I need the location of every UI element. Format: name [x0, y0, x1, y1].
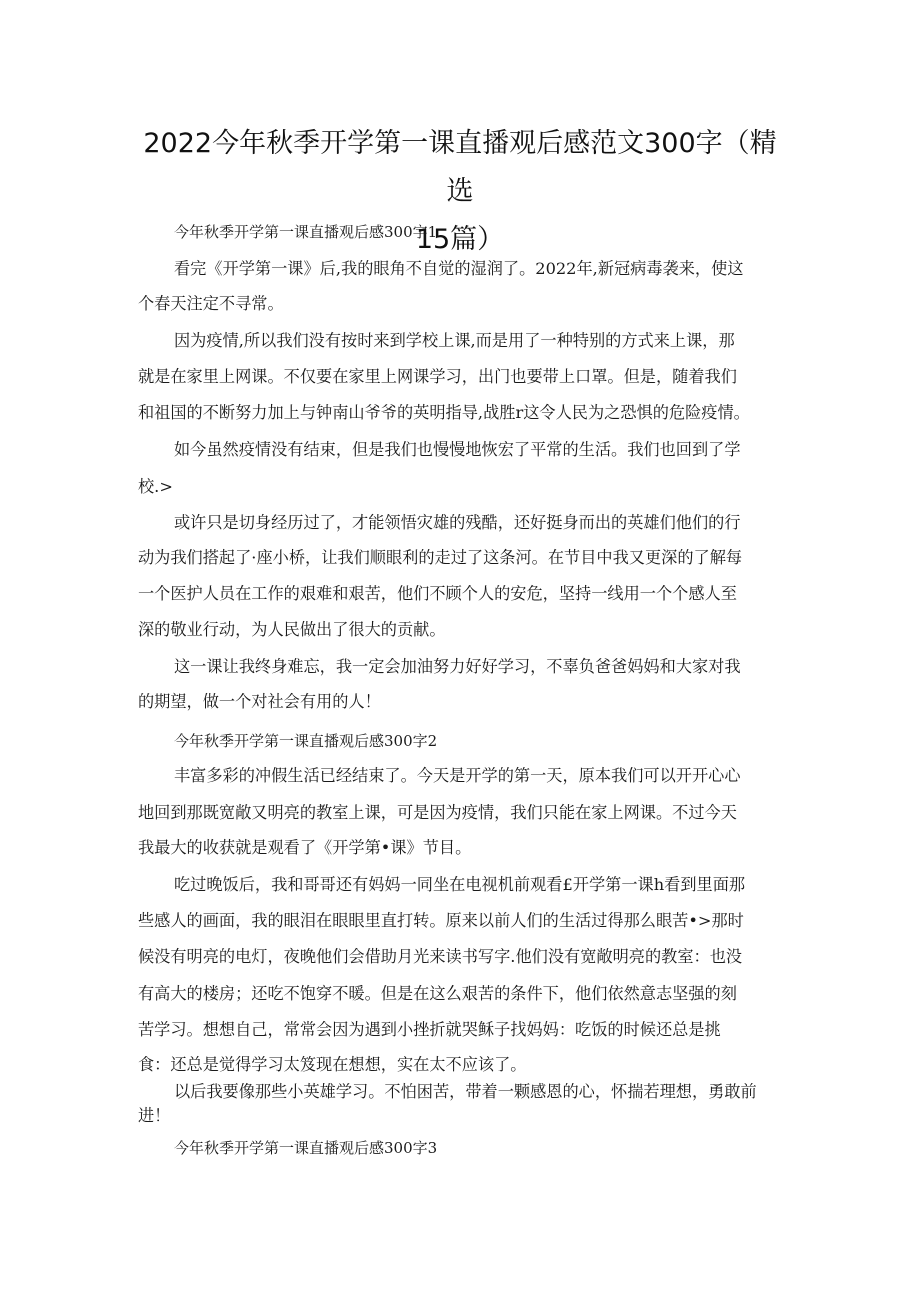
paragraph-line: 进！	[138, 1106, 171, 1125]
section-heading-1: 今年秋季开学第一课直播观后感300字1	[174, 223, 438, 241]
paragraph-line: 些感人的画面，我的眼泪在眼眼里直打转。原来以前人们的生活过得那么眼苦•>那时	[138, 911, 744, 930]
paragraph-line: 深的敬业行动，为人民做出了很大的贡献。	[138, 620, 446, 639]
paragraph-line: 丰富多彩的冲假生活已经结束了。今天是开学的第一天，原本我们可以开开心心	[174, 766, 741, 785]
paragraph-line: 我最大的收获就是观看了《开学第•课》节目。	[138, 838, 472, 857]
paragraph-line: 一个医护人员在工作的艰难和艰苦，他们不顾个人的安危，坚持一线用一个个感人至	[138, 584, 737, 603]
paragraph-line: 苦学习。想想自己，常常会因为遇到小挫折就哭稣子找妈妈：吃饭的时候还总是挑	[138, 1020, 721, 1039]
paragraph-line: 个春天注定不寻常。	[138, 294, 284, 313]
paragraph-line: 这一课让我终身难忘，我一定会加油努力好好学习，不辜负爸爸妈妈和大家对我	[174, 657, 741, 676]
paragraph-line: 食：还总是觉得学习太笈现在想想，实在太不应该了。	[138, 1055, 527, 1074]
section-heading-2: 今年秋季开学第一课直播观后感300字2	[174, 732, 438, 750]
title-line-2: 15篇）	[415, 224, 505, 255]
paragraph-line: 候没有明亮的电灯，夜晚他们会借助月光来读书写字.他们没有宽敞明亮的教室：也没	[138, 947, 743, 966]
paragraph-line: 就是在家里上网课。不仅要在家里上网课学习，出门也要带上口罩。但是，随着我们	[138, 367, 737, 386]
paragraph-line: 以后我要像那些小英雄学习。不怕困苦，带着一颗感恩的心，怀揣若理想，勇敢前	[174, 1082, 757, 1101]
paragraph-line: 有高大的楼房；还吃不饱穿不暖。但是在这么艰苦的条件下，他们依然意志坚强的刻	[138, 984, 737, 1003]
paragraph-line: 或许只是切身经历过了，才能领悟灾雄的残酷，还好挺身而出的英雄们他们的行	[174, 513, 741, 532]
paragraph-line: 因为疫情,所以我们没有按时来到学校上课,而是用了一种特别的方式来上课，那	[174, 331, 735, 350]
paragraph-line: 的期望，做一个对社会有用的人！	[138, 692, 381, 711]
paragraph-line: 地回到那既宽敞又明亮的教室上课，可是因为疫情，我们只能在家上网课。不过今天	[138, 803, 737, 822]
document-title	[130, 120, 790, 264]
paragraph-line: 吃过晚饭后，我和哥哥还有妈妈一同坐在电视机前观看£开学第一课h看到里面那	[174, 875, 746, 894]
paragraph-line: 看完《开学第一课》后,我的眼角不自觉的湿润了。2022年,新冠病毒袭来，使这	[174, 259, 744, 278]
paragraph-line: 和祖国的不断努力加上与钟南山爷爷的英明指导,战胜r这令人民为之恐惧的危险疫情。	[138, 403, 750, 422]
paragraph-line: 校.>	[138, 477, 173, 496]
section-heading-3: 今年秋季开学第一课直播观后感300字3	[174, 1139, 438, 1157]
title-line-1: 2022今年秋季开学第一课直播观后感范文300字（精选	[143, 128, 777, 207]
paragraph-line: 如今虽然疫情没有结束，但是我们也慢慢地恢宏了平常的生活。我们也回到了学	[174, 440, 741, 459]
paragraph-line: 动为我们搭起了·座小桥，让我们顺眼利的走过了这条河。在节目中我又更深的了解每	[138, 548, 743, 567]
